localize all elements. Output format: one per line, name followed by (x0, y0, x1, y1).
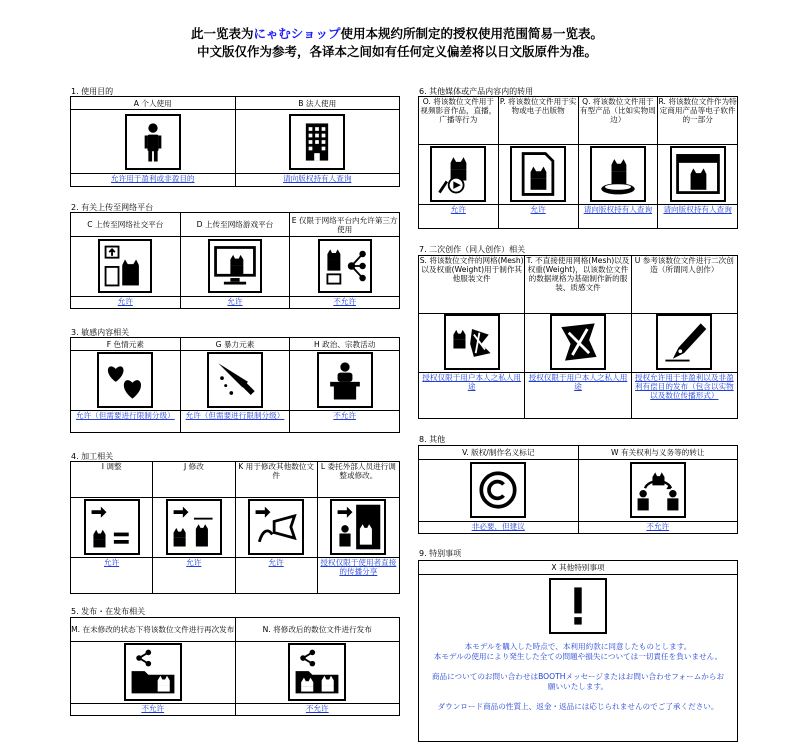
col-b-permission[interactable]: 请向版权持有人查询 (235, 174, 400, 187)
share-nodes-icon (318, 239, 372, 293)
section-8-table (418, 445, 738, 534)
col-i-permission[interactable]: 允许 (71, 558, 153, 594)
col-o-label: O. 将该数位文件用于视频影音作品，直播，广播等行为 (419, 97, 499, 145)
col-b-label: B 法人使用 (235, 97, 400, 110)
col-r-label: R. 将该数位文件作为特定商用产品等电子软件的一部分 (658, 97, 738, 145)
col-g-permission[interactable]: 允许（但需要进行限制分级） (180, 411, 290, 433)
person-icon (125, 114, 181, 170)
modify-cats-icon (166, 499, 222, 555)
mesh-clothes-icon (444, 314, 500, 370)
section-7-title: 7. 二次创作（同人创作）相关 (419, 245, 526, 254)
section-9-title: 9. 特别事项 (419, 549, 462, 558)
col-e-permission[interactable]: 不允许 (290, 297, 400, 309)
col-x-label: X 其他特别事项 (419, 561, 737, 575)
col-q-permission[interactable]: 请向版权持有人查询 (578, 205, 658, 229)
header-line1 (0, 24, 794, 42)
col-v-label: V. 版权/制作名义标记 (419, 446, 579, 460)
col-m-permission[interactable]: 不允许 (71, 704, 236, 716)
section-6-title: 6. 其他媒体或产品内容内的转用 (419, 87, 534, 96)
col-q-label: Q. 将该数位文件用于有型产品（比如实物周边） (578, 97, 658, 145)
col-l-permission[interactable]: 授权仅限于使用者直接的传播分享 (317, 558, 399, 594)
col-l-label: L 委托外部人员进行调整或修改。 (317, 462, 399, 498)
special-notes-box (418, 560, 738, 742)
col-s-permission[interactable]: 授权仅限于用户本人之私人用途 (419, 373, 525, 419)
podium-icon (317, 352, 373, 408)
col-v-permission[interactable]: 非必要，但建议 (419, 522, 579, 534)
col-u-permission[interactable]: 授权允许用于非盈利以及非盈利有偿目的发布（包含以实物以及数位传播形式） (631, 373, 737, 419)
col-d-label: D 上传至网络游戏平台 (180, 213, 290, 237)
adjust-equals-icon (84, 499, 140, 555)
share-folder-cats-icon (288, 643, 346, 701)
building-icon (289, 114, 345, 170)
video-play-icon (430, 146, 486, 202)
col-m-label: M. 在未修改的状态下将该数位文件进行再次发布 (71, 618, 236, 642)
col-k-label: K 用于修改其他数位文件 (235, 462, 317, 498)
col-p-permission[interactable]: 允许 (498, 205, 578, 229)
col-w-label: W 有关权利与义务等的转让 (578, 446, 738, 460)
header-suffix: 使用本规约所制定的授权使用范围简易一览表。 (340, 26, 604, 41)
col-r-permission[interactable]: 请向版权持有人查询 (658, 205, 738, 229)
col-o-permission[interactable]: 允许 (419, 205, 499, 229)
upload-cat-icon (98, 239, 152, 293)
col-t-label: T. 不直接使用网格(Mesh)以及权重(Weight)，以该数位文件的数据规格为基础制作新的服装、质感文件 (525, 256, 631, 314)
section-1-table (70, 96, 400, 187)
col-d-permission[interactable]: 允许 (180, 297, 290, 309)
col-t-permission[interactable]: 授权仅限于用户本人之私人用途 (525, 373, 631, 419)
monitor-cat-icon (208, 239, 262, 293)
section-1-title: 1. 使用目的 (71, 87, 114, 96)
col-p-label: P. 将该数位文件用于实物或电子出版物 (498, 97, 578, 145)
col-n-label: N. 将修改后的数位文件进行发布 (235, 618, 400, 642)
note-2: 本モデルの使用により発生した全ての問題や損失については一切責任を負いません。 (433, 652, 723, 661)
header-prefix: 此一览表为 (190, 26, 254, 41)
col-f-label: F 色情元素 (71, 338, 181, 351)
outsource-icon (330, 499, 386, 555)
hearts-icon (97, 352, 153, 408)
transfer-icon (630, 462, 686, 518)
col-f-permission[interactable]: 允许（但需要进行限制分级） (71, 411, 181, 433)
col-c-label: C 上传至网络社交平台 (71, 213, 181, 237)
section-5-table (70, 617, 400, 716)
note-4: ダウンロード商品の性質上、返金・返品には応じられませんのでご了承ください。 (437, 702, 719, 711)
software-window-icon (670, 146, 726, 202)
col-g-label: G 暴力元素 (180, 338, 290, 351)
col-j-label: J 修改 (153, 462, 235, 498)
col-s-label: S. 将该数位文件的网格(Mesh)以及权重(Weight)用于制作其他服装文件 (419, 256, 525, 314)
ribbon-brush-icon (248, 499, 304, 555)
col-a-label: A 个人使用 (71, 97, 236, 110)
bloody-knife-icon (207, 352, 263, 408)
fabric-icon (550, 314, 606, 370)
col-j-permission[interactable]: 允许 (153, 558, 235, 594)
col-u-label: U 参考该数位文件进行二次创造（所谓同人创作） (631, 256, 737, 314)
col-w-permission[interactable]: 不允许 (578, 522, 738, 534)
col-k-permission[interactable]: 允许 (235, 558, 317, 594)
share-folder-icon (124, 643, 182, 701)
section-3-title: 3. 敏感内容相关 (71, 328, 130, 337)
col-h-permission[interactable]: 不允许 (290, 411, 400, 433)
section-4-title: 4. 加工相关 (71, 452, 114, 461)
note-3: 商品についてのお問い合わせはBOOTHメッセージまたはお問い合わせフォームからお願いいたします。 (431, 672, 725, 691)
section-7-table (418, 255, 738, 419)
note-1: 本モデルを購入した時点で、本利用約款に同意したものとします。 (464, 642, 692, 651)
col-e-label: E 仅限于网络平台内允许第三方使用 (290, 213, 400, 237)
col-i-label: I 调整 (71, 462, 153, 498)
section-8-title: 8. 其他 (419, 435, 446, 444)
header-line2: 中文版仅作为参考，各译本之间如有任何定义偏差将以日文版原件为准。 (196, 44, 597, 59)
col-a-permission[interactable]: 允许用于盈利或非盈目的 (71, 174, 236, 187)
col-n-permission[interactable]: 不允许 (235, 704, 400, 716)
section-5-title: 5. 发布・在发布相关 (71, 607, 146, 616)
shop-name: にゃむショップ (253, 26, 341, 41)
figure-cat-icon (590, 146, 646, 202)
section-2-table (70, 212, 400, 309)
col-h-label: H 政治、宗教活动 (290, 338, 400, 351)
section-3-table (70, 337, 400, 433)
copyright-icon (470, 462, 526, 518)
fountain-pen-icon (656, 314, 712, 370)
document-cat-icon (510, 146, 566, 202)
section-2-title: 2. 有关上传至网络平台 (71, 203, 154, 212)
col-c-permission[interactable]: 允许 (71, 297, 181, 309)
exclamation-icon (549, 578, 607, 634)
section-6-table (418, 96, 738, 229)
section-4-table (70, 461, 400, 594)
